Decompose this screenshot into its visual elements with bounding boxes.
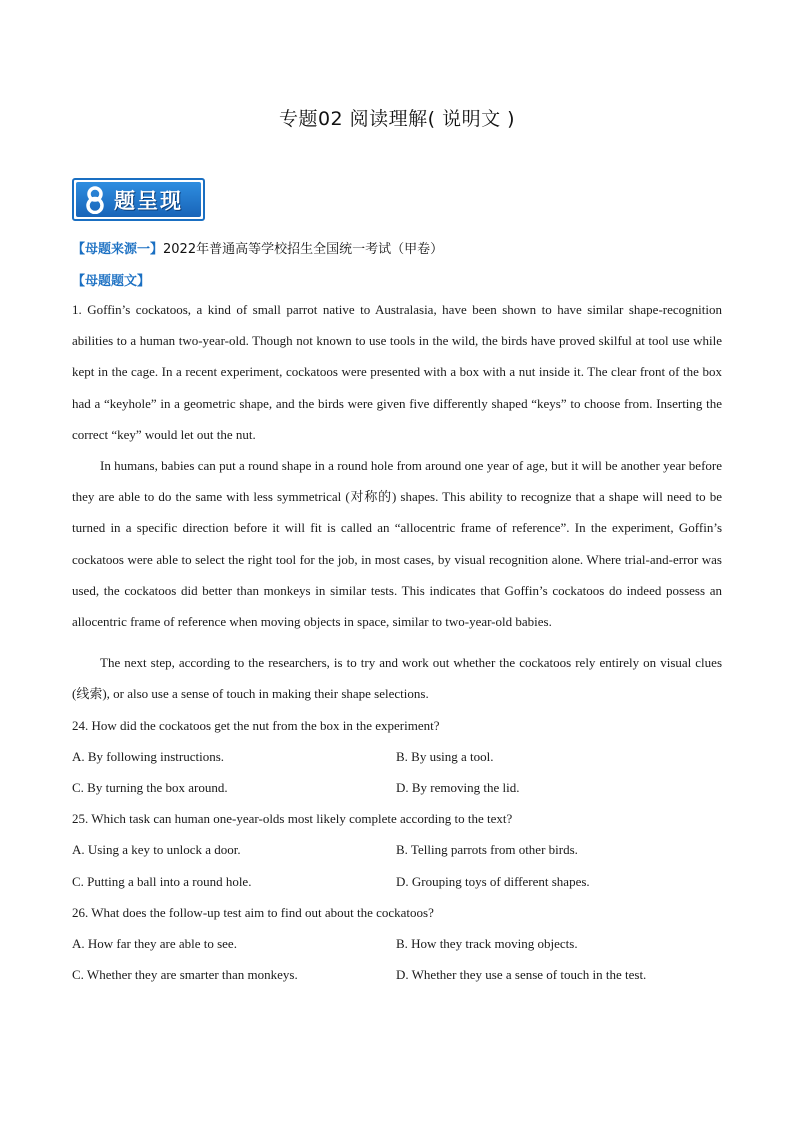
question-stem: 24. How did the cockatoos get the nut from the box in the experiment? [72, 717, 440, 733]
passage-label: 【母题题文】 [72, 274, 151, 289]
question-block [72, 710, 722, 804]
option-c: C. Whether they are smarter than monkeys. [72, 967, 298, 983]
question-block [72, 897, 722, 991]
option-b: B. Telling parrots from other birds. [396, 842, 578, 858]
option-d: D. Grouping toys of different shapes. [396, 873, 590, 889]
source-tag: 【母题来源一】 [72, 242, 164, 257]
page-title: 专题02 阅读理解( 说明文 ) [278, 108, 516, 130]
option-grid [72, 834, 722, 896]
option-grid [72, 928, 722, 990]
section-badge [72, 178, 205, 221]
option-grid [72, 741, 722, 803]
option-c: C. By turning the box around. [72, 780, 228, 796]
question-block [72, 803, 722, 897]
option-d: D. Whether they use a sense of touch in the test. [396, 967, 647, 983]
question-stem: 25. Which task can human one-year-olds most likely complete according to the text? [72, 811, 513, 827]
question-stem: 26. What does the follow-up test aim to find out about the cockatoos? [72, 904, 434, 920]
passage-paragraph: The next step, according to the researchers, is to try and work out whether the cockatoos rely entirely on visual clues (线索), or also use a sense of touch in making their shape selections. [72, 655, 722, 702]
option-c: C. Putting a ball into a round hole. [72, 873, 252, 889]
passage-paragraph: 1. Goffin’s cockatoos, a kind of small parrot native to Australasia, have been shown to have similar shape-recognition abilities to a human two-year-old. Though not known to use tools in the wild, the birds have proved skilful at tool use while kept in the cage. In a recent experiment, cockatoos were presented with a box with a nut inside it. The clear front of the box had a “keyhole” in a geometric shape, and the birds were given five differently shaped “keys” to choose from. Inserting the correct “key” would let out the nut. [72, 302, 722, 442]
option-a: A. Using a key to unlock a door. [72, 842, 241, 858]
section-badge-label: 题呈现 [114, 188, 183, 213]
option-b: B. How they track moving objects. [396, 936, 578, 952]
passage-label-line [72, 270, 150, 289]
option-a: A. By following instructions. [72, 748, 225, 764]
section-badge-fill [76, 182, 201, 217]
option-d: D. By removing the lid. [396, 780, 520, 796]
number-8-icon [82, 185, 108, 215]
option-a: A. How far they are able to see. [72, 936, 237, 952]
option-b: B. By using a tool. [396, 748, 494, 764]
passage-body [72, 294, 722, 990]
passage-paragraph: In humans, babies can put a round shape in a round hole from around one year of age, but it will be another year before they are able to do the same with less symmetrical (对称的) shapes. This ability to recognize that a shape will need to be turned in a specific direction before it will fit is called an “allocentric frame of reference”. In the experiment, Goffin’s cockatoos were able to select the right tool for the job, in most cases, by visual recognition alone. Where trial-and-error was used, the cockatoos did better than monkeys in similar tests. This indicates that Goffin’s cockatoos do indeed possess an allocentric frame of reference when moving objects in space, similar to two-year-old babies. [72, 458, 722, 630]
source-line [72, 238, 443, 257]
source-text: 2022年普通高等学校招生全国统一考试（甲卷） [163, 242, 444, 257]
